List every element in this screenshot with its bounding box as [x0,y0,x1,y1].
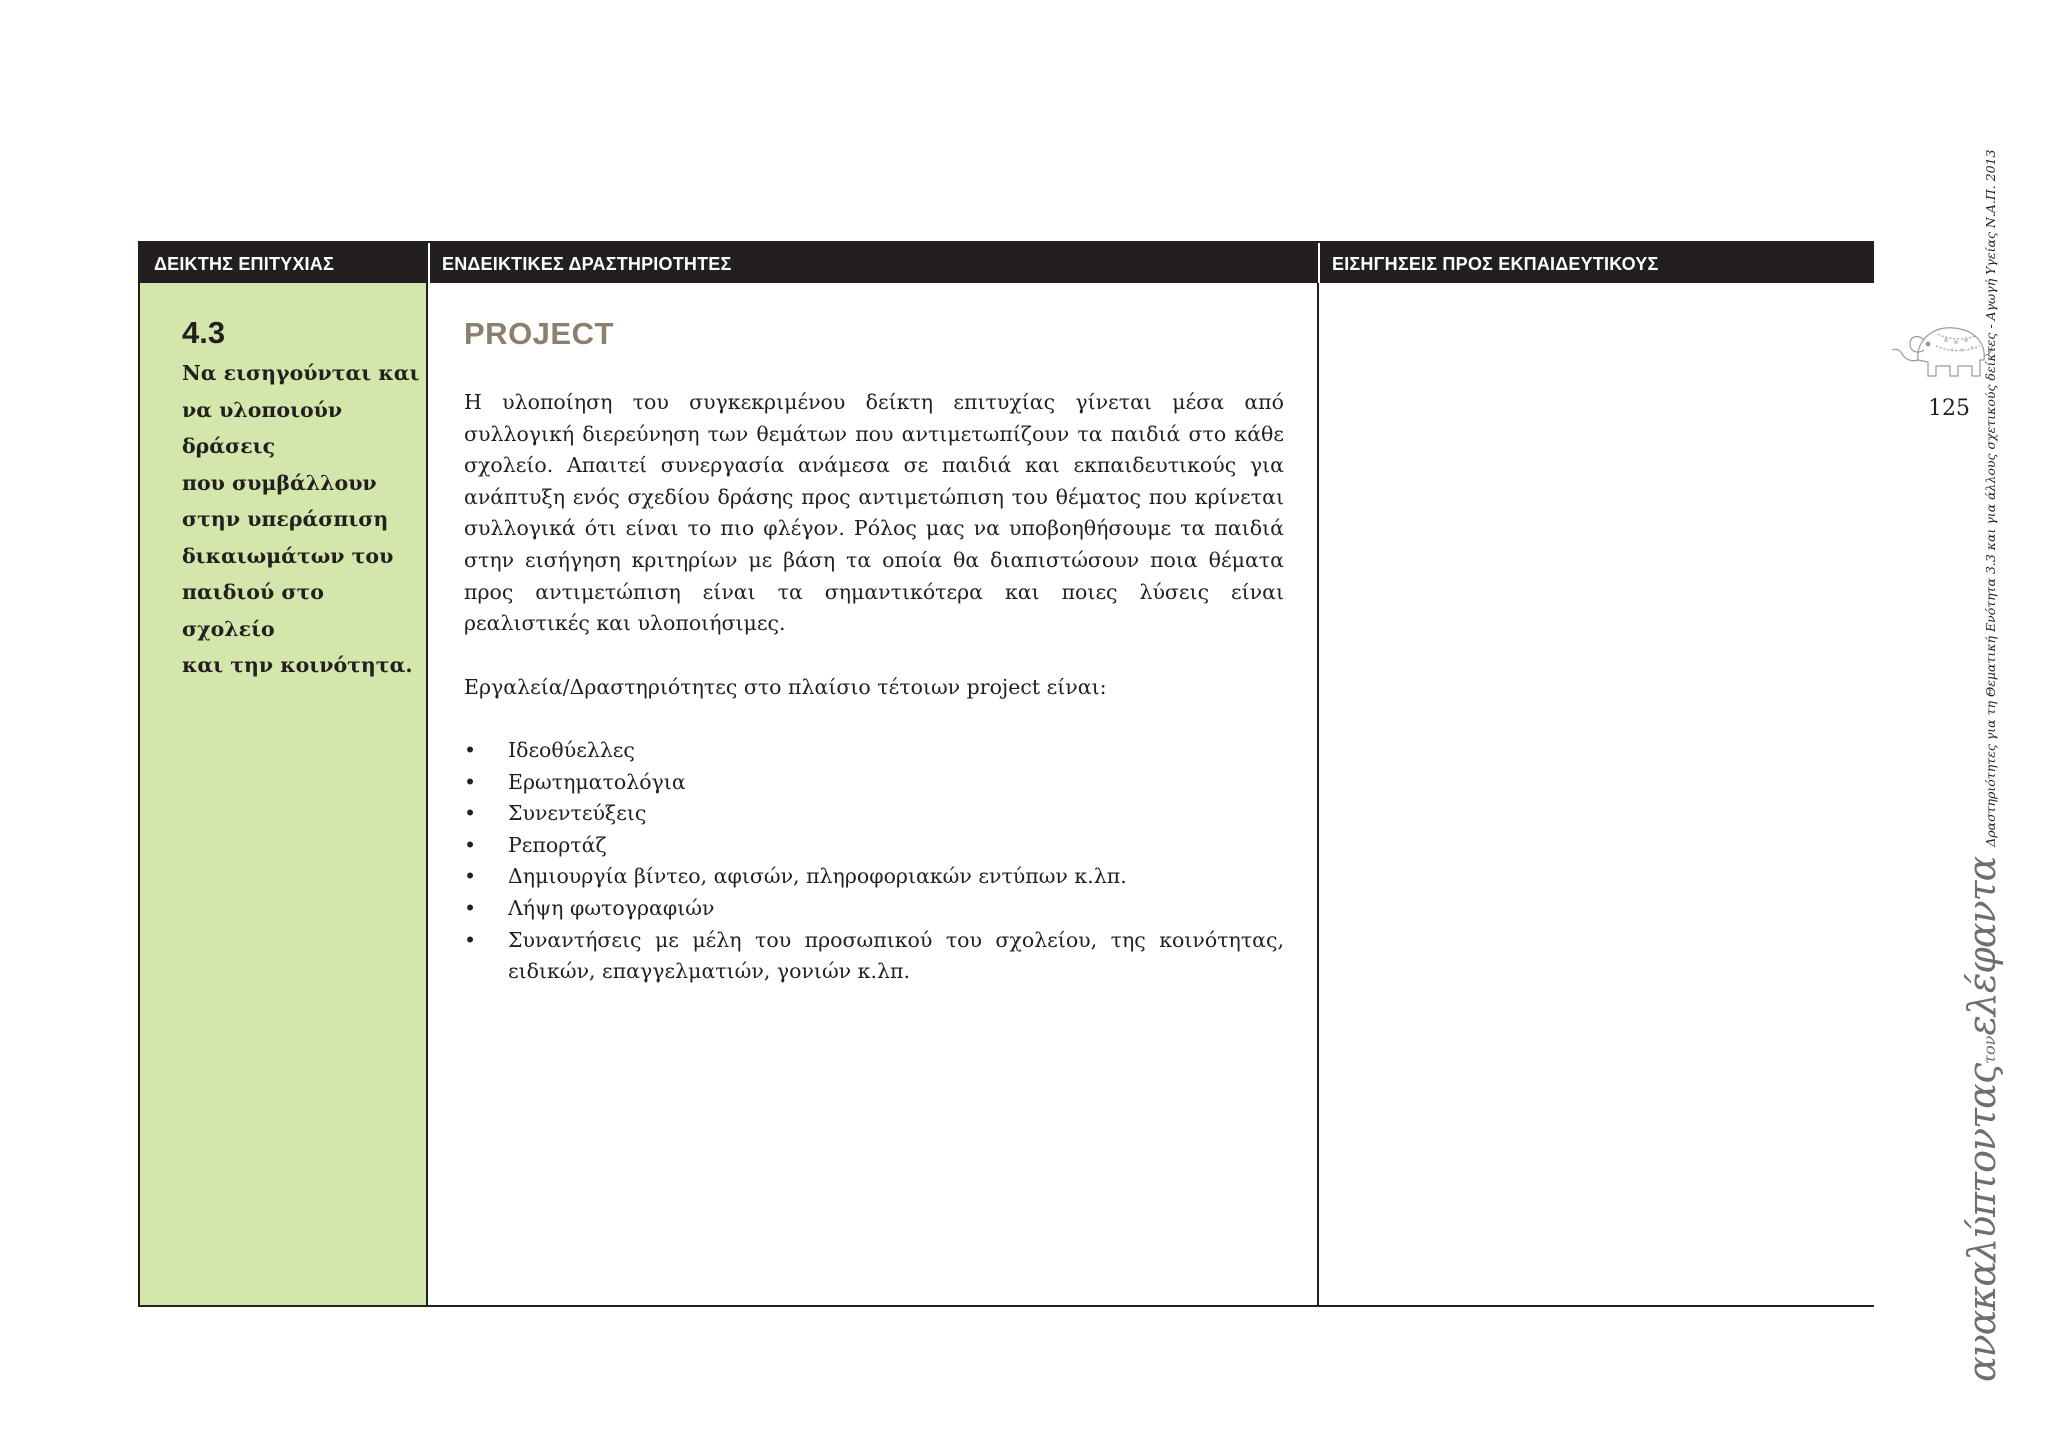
list-item [464,925,1284,988]
bullet-icon: • [464,864,477,889]
list-item-text: Συναντήσεις με μέλη του προσωπικού του σχολείου, της κοινότητας, ειδικών, επαγγελματιών, γονιών κ.λπ. [508,927,1284,984]
indicator-line: στην υπεράσπιση [182,507,389,531]
indicator-cell [140,283,428,1305]
indicator-line: που συμβάλλουν [182,470,377,495]
bullet-icon: • [464,927,477,952]
list-item [464,735,1284,767]
list-item [464,861,1284,893]
list-item-text: Ερωτηματολόγια [508,769,686,794]
list-item-text: Συνεντεύξεις [508,801,647,826]
list-item-text: Ιδεοθύελλες [508,738,635,762]
side-caption [1960,150,2004,1383]
list-item [464,798,1284,830]
list-item [464,767,1284,799]
side-caption-text: Δραστηριότητες για τη Θεματική Ενότητα 3.3 και για άλλους σχετικούς δείκτες - Αγωγή Υγείας Ν.Α.Π. 2013 [1983,149,1998,847]
brand-logo-text: ανακαλύπτοντας [1960,1063,2004,1382]
indicator-line: να υλοποιούν δράσεις [182,397,343,458]
list-item-text: Λήψη φωτογραφιών [508,895,715,920]
list-item [464,893,1284,925]
bullet-icon: • [464,769,477,794]
header-success-indicator: ΔΕΙΚΤΗΣ ΕΠΙΤΥΧΙΑΣ [154,254,334,274]
suggestions-cell [1319,283,1874,1305]
header-suggestions: ΕΙΣΗΓΗΣΕΙΣ ΠΡΟΣ ΕΚΠΑΙΔΕΥΤΙΚΟΥΣ [1332,254,1659,274]
bullet-icon: • [464,801,477,826]
activities-table [138,241,1874,1307]
indicator-line: παιδιού στο σχολείο [182,580,324,641]
indicator-number: 4.3 [182,315,226,350]
indicator-line: και την κοινότητα. [182,653,413,677]
table-header [140,243,1872,283]
list-item-text: Ρεπορτάζ [508,832,607,857]
indicator-line: Να εισηγούνται και [182,361,420,385]
tools-intro: Εργαλεία/Δραστηριότητες στο πλαίσιο τέτοιων project είναι: [464,675,1107,699]
brand-logo-text: ελέφαντα [1960,856,2004,1036]
header-activities: ΕΝΔΕΙΚΤΙΚΕΣ ΔΡΑΣΤΗΡΙΟΤΗΤΕΣ [442,254,732,274]
page-number: 125 [1928,396,1970,421]
bullet-icon: • [464,895,477,920]
indicator-text [182,355,422,684]
list-item [464,830,1284,862]
bullet-icon: • [464,832,477,857]
activities-cell [428,283,1319,1305]
project-description: Η υλοποίηση του συγκεκριμένου δείκτη επιτυχίας γίνεται μέσα από συλλογική διερεύνηση των θεμάτων που αντιμετωπίζουν τα παιδιά στο κάθε σχολείο. Απαιτεί συνεργασία ανάμεσα σε παιδιά και εκπαιδευτικούς για ανάπτυξη ενός σχεδίου δράσης προς αντιμετώπιση του θέματος που κρίνεται συλλογικά ότι είναι το πιο φλέγον. Ρόλος μας να υποβοηθήσουμε τα παιδιά στην εισήγηση κριτηρίων με βάση τα οποία θα διαπιστώσουν ποια θέματα προς αντιμετώπιση είναι τα σημαντικότερα και ποιες λύσεις είναι ρεαλιστικές και υλοποιήσιμες. [464,390,1284,636]
project-title: PROJECT [464,316,614,351]
indicator-line: δικαιωμάτων του [182,543,394,568]
brand-logo-small: τον [1980,1035,1999,1064]
list-item-text: Δημιουργία βίντεο, αφισών, πληροφοριακών εντύπων κ.λπ. [508,864,1127,889]
tools-list [464,735,1284,988]
bullet-icon: • [464,738,477,762]
